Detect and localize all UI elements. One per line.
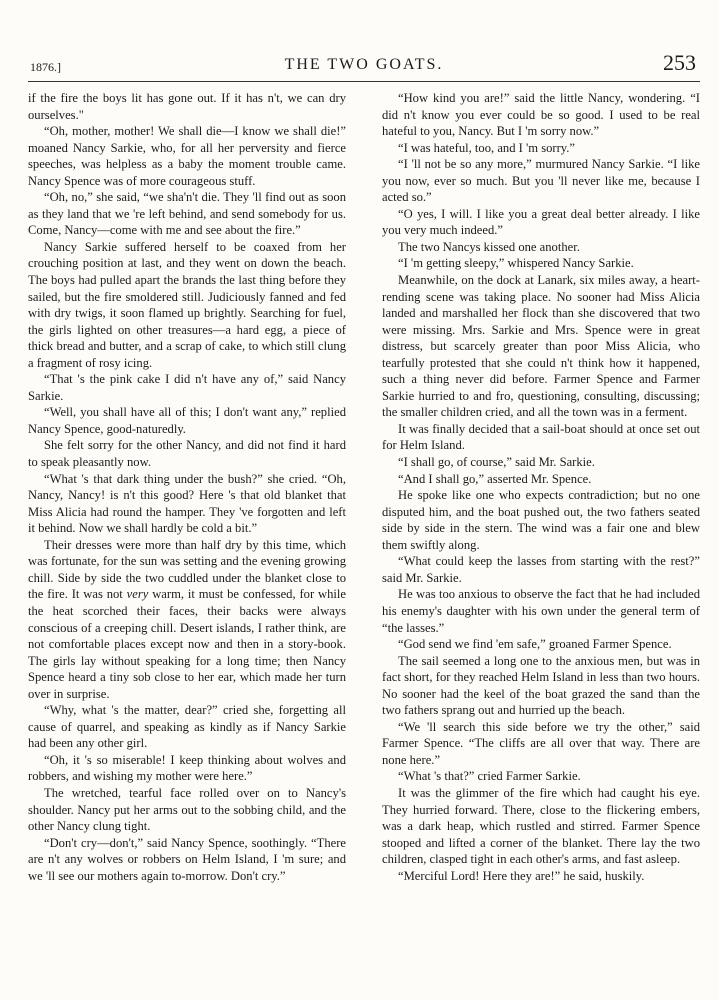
paragraph: “Oh, it 's so miserable! I keep thinking about wolves and robbers, and wishing my mother were here.” (28, 752, 346, 784)
paragraph: if the fire the boys lit has gone out. If it has n't, we can dry ourselves." (28, 91, 346, 122)
paragraph: “What 's that dark thing under the bush?” she cried. “Oh, Nancy, Nancy! is n't this good? Here 's that old blanket that Miss Alicia had round the hamper. They 've forgotten and left it behind. Now we shall hardly be cold a bit.” (28, 471, 346, 536)
paragraph: It was the glimmer of the fire which had caught his eye. They hurried forward. There, close to the flickering embers, was a dark heap, which rustled and stirred. Farmer Spence stooped and lifted a corner of the blanket. There lay the two children, clasped tight in each other's arms, and fast asleep. (382, 785, 700, 867)
paragraph: The two Nancys kissed one another. (398, 239, 580, 254)
paragraph: Their dresses were more than half dry by this time, which was fortunate, for the sun was setting and the evening growing chill. Side by side the two cuddled under the blanket close to the fire. It was not very warm, it must be confessed, for while the heat scorched their faces, their backs were always conscious of a creeping chill. Desert islands, I rather think, are not comfortable places except now and then in a story-book. The girls lay without speaking for a long time; then Nancy Spence heard a tiny sob close to her ear, which made her turn over in surprise. (28, 537, 346, 701)
paragraph: “And I shall go,” asserted Mr. Spence. (398, 471, 592, 486)
paragraph: “I was hateful, too, and I 'm sorry.” (398, 140, 576, 155)
paragraph: “That 's the pink cake I did n't have any of,” said Nancy Sarkie. (28, 372, 346, 403)
left-column (28, 90, 346, 884)
paragraph: “Merciful Lord! Here they are!” he said, huskily. (398, 868, 645, 883)
paragraph: Nancy Sarkie suffered herself to be coaxed from her crouching position at last, and they went on down the beach. The boys had pulled apart the brands the last thing before they sailed, but the fire smoldered still. Judiciously fanned and fed with dry twigs, it soon flamed up brightly. Searching for fuel, the girls lighted on other treasures—a hard egg, a piece of thick bread and butter, and a scrap of cake, to which still clung a fragment of rosy icing. (28, 239, 346, 370)
paragraph: “Don't cry—don't,” said Nancy Spence, soothingly. “There are n't any wolves or robbers on Helm Island, I 'm sure; and we 'll see our mothers again to-morrow. Don't cry.” (28, 835, 346, 883)
paragraph: She felt sorry for the other Nancy, and did not find it hard to speak pleasantly now. (28, 438, 346, 470)
paragraph: He spoke like one who expects contradiction; but no one disputed him, and the boat pushed out, the two fathers seated side by side in the stern. The wind was a fair one and blew them swiftly along. (382, 488, 700, 552)
paragraph: “God send we find 'em safe,” groaned Farmer Spence. (398, 637, 672, 652)
running-title: THE TWO GOATS. (284, 56, 444, 73)
paragraph: “Why, what 's the matter, dear?” cried she, forgetting all cause of quarrel, and speaking as kindly as if Nancy Sarkie had been any other girl. (28, 703, 346, 751)
paragraph: “I 'll not be so any more,” murmured Nancy Sarkie. “I like you now, ever so much. But you 'll never like me, because I acted so.” (382, 157, 700, 205)
paragraph: “I shall go, of course,” said Mr. Sarkie. (398, 455, 595, 470)
paragraph: “Oh, no,” she said, “we sha'n't die. They 'll find out as soon as they land that we 're left behind, and send somebody for us. Come, Nancy—come with me and see about the fire.” (28, 190, 346, 238)
header-rule (28, 81, 700, 82)
header-year: 1876.] (30, 60, 61, 74)
paragraph: “We 'll search this side before we try the other,” said Farmer Spence. “The cliffs are all over that way. There are none here.” (382, 719, 700, 767)
paragraph: The sail seemed a long one to the anxious men, but was in fact short, for they reached Helm Island in less than two hours. No sooner had the keel of the boat grazed the sand than the two fathers sprang out and hurried up the beach. (382, 653, 700, 718)
paragraph: “Oh, mother, mother! We shall die—I know we shall die!” moaned Nancy Sarkie, who, for all her perversity and fierce speeches, was helpless as a baby the moment trouble came. Nancy Spence was of more courageous stuff. (28, 124, 346, 188)
paragraph: Meanwhile, on the dock at Lanark, six miles away, a heart-rending scene was taking place. No sooner had Miss Alicia landed and marshalled her flock than she discovered that two were missing. Mrs. Sarkie and Mrs. Spence were in great distress, but scarcely greater than poor Miss Alicia, who tearfully protested that she could n't think how it happened, such a thing never did before. Farmer Spence and Farmer Sarkie hurried to and fro, questioning, consulting, discussing; the smaller children cried, and all the town was in a ferment. (382, 273, 700, 420)
paragraph: “Well, you shall have all of this; I don't want any,” replied Nancy Spence, good-naturedly. (28, 405, 346, 436)
paragraph: It was finally decided that a sail-boat should at once set out for Helm Island. (382, 421, 700, 453)
paragraph: “What could keep the lasses from starting with the rest?” said Mr. Sarkie. (382, 554, 700, 585)
paragraph: The wretched, tearful face rolled over on to Nancy's shoulder. Nancy put her arms out to the sobbing child, and the other Nancy clung tight. (28, 785, 346, 834)
right-column (382, 90, 700, 884)
paragraph: “I 'm getting sleepy,” whispered Nancy Sarkie. (398, 256, 634, 271)
page-header (28, 50, 700, 78)
paragraph: “O yes, I will. I like you a great deal better already. I like you very much indeed.” (382, 206, 700, 238)
paragraph: “How kind you are!” said the little Nancy, wondering. “I did n't know you ever could be so good. I used to be real hateful to you, Nancy. But I 'm sorry now.” (382, 91, 700, 139)
paragraph: “What 's that?” cried Farmer Sarkie. (398, 769, 581, 784)
page-number: 253 (663, 50, 696, 75)
paragraph: He was too anxious to observe the fact that he had included his enemy's daughter with his own under the general term of “the lasses.” (382, 587, 700, 635)
